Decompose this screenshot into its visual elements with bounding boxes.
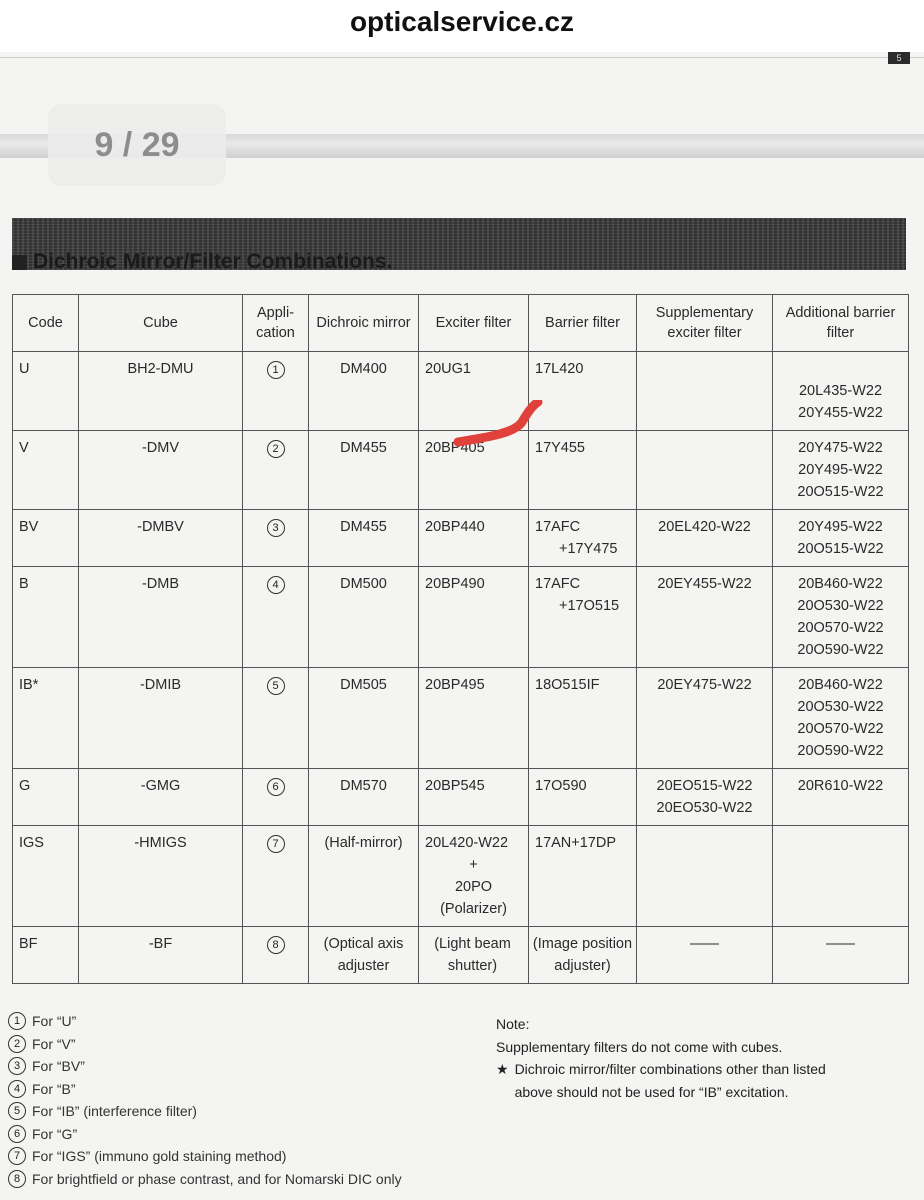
cell-exciter: 20UG1 <box>425 361 471 377</box>
cell-supplementary <box>637 431 773 510</box>
note-block <box>496 1013 906 1103</box>
cell-barrier: 17O590 <box>535 778 587 794</box>
cell-cube: -DMBV <box>79 510 243 567</box>
cell-supplementary <box>637 352 773 431</box>
cell-code: V <box>13 431 79 510</box>
cell-additional: 20O515-W22 <box>797 541 884 557</box>
circled-number: 4 <box>267 576 285 594</box>
cell-cube: -BF <box>79 927 243 984</box>
legend-item <box>8 1168 402 1191</box>
cell-additional: 20O590-W22 <box>797 743 884 759</box>
cell-supplementary: —— <box>690 936 719 952</box>
circled-number: 7 <box>267 835 285 853</box>
legend-text: For “IB” (interference filter) <box>32 1103 197 1119</box>
legend-text: For “B” <box>32 1080 76 1097</box>
circled-number: 1 <box>8 1012 26 1030</box>
cell-dichroic: (Half-mirror) <box>309 826 419 927</box>
cell-barrier: 17Y455 <box>535 440 585 456</box>
cell-additional: 20Y475-W22 <box>798 440 883 456</box>
site-header <box>0 0 924 52</box>
legend-item <box>8 1100 402 1123</box>
cell-code: B <box>13 567 79 668</box>
table-row <box>13 769 909 826</box>
cell-dichroic: DM455 <box>309 431 419 510</box>
circled-number: 6 <box>8 1125 26 1143</box>
cell-additional: 20Y495-W22 <box>798 519 883 535</box>
cell-additional: 20Y455-W22 <box>798 405 883 421</box>
top-rule <box>0 57 924 58</box>
footnote-legend <box>8 1010 402 1190</box>
cell-additional: 20Y495-W22 <box>798 462 883 478</box>
cell-code: BF <box>13 927 79 984</box>
legend-text: For “G” <box>32 1125 78 1142</box>
circled-number: 4 <box>8 1080 26 1098</box>
header-cube: Cube <box>79 295 243 352</box>
cell-exciter: shutter) <box>447 958 498 974</box>
circled-number: 5 <box>267 677 285 695</box>
cell-supplementary: 20EL420-W22 <box>658 519 751 535</box>
circled-number: 1 <box>267 361 285 379</box>
circled-number: 8 <box>267 936 285 954</box>
legend-item <box>8 1145 402 1168</box>
section-title-text: Dichroic Mirror/Filter Combinations. <box>33 250 393 273</box>
red-annotation-stroke <box>452 400 552 450</box>
cell-exciter: (Light beam <box>434 936 511 952</box>
circled-number: 3 <box>267 519 285 537</box>
header-dichroic-mirror: Dichroic mirror <box>309 295 419 352</box>
section-title <box>12 250 392 274</box>
legend-text: For brightfield or phase contrast, and for Nomarski DIC only <box>32 1170 402 1187</box>
header-application-line: Appli- <box>256 305 295 321</box>
legend-text: For “U” <box>32 1013 77 1029</box>
table-row <box>13 510 909 567</box>
cell-exciter: 20PO <box>454 879 493 895</box>
cell-cube: -GMG <box>79 769 243 826</box>
cell-additional: 20O570-W22 <box>797 721 884 737</box>
cell-exciter: 20BP495 <box>425 677 485 693</box>
cell-cube: BH2-DMU <box>79 352 243 431</box>
header-exciter-filter: Exciter filter <box>419 295 529 352</box>
cell-additional <box>779 358 902 380</box>
header-supplementary <box>637 295 773 352</box>
cell-barrier: 17AFC <box>535 519 581 535</box>
cell-dichroic: adjuster <box>337 958 390 974</box>
circled-number: 8 <box>8 1170 26 1188</box>
note-star-item <box>496 1058 906 1103</box>
cell-cube: -DMV <box>79 431 243 510</box>
cell-barrier: +17Y475 <box>559 541 618 557</box>
legend-text: For “IGS” (immuno gold staining method) <box>32 1148 287 1164</box>
cell-supplementary: 20EY455-W22 <box>657 576 752 592</box>
table-row <box>13 826 909 927</box>
legend-text: For “BV” <box>32 1058 85 1074</box>
cell-dichroic: DM505 <box>309 668 419 769</box>
cell-supplementary: 20EY475-W22 <box>657 677 752 693</box>
cell-code: IGS <box>13 826 79 927</box>
circled-number: 6 <box>267 778 285 796</box>
legend-item <box>8 1033 402 1056</box>
cell-dichroic: DM570 <box>309 769 419 826</box>
header-additional <box>773 295 909 352</box>
note-line: Supplementary filters do not come with cubes. <box>496 1038 783 1055</box>
circled-number: 3 <box>8 1057 26 1075</box>
cell-additional: 20O515-W22 <box>797 484 884 500</box>
cell-additional: 20O590-W22 <box>797 642 884 658</box>
cell-exciter: 20BP545 <box>425 778 485 794</box>
filter-combination-table <box>12 294 909 984</box>
cell-exciter: (Polarizer) <box>440 901 507 917</box>
legend-item <box>8 1123 402 1146</box>
cell-code: U <box>13 352 79 431</box>
header-supplementary-line: Supplementary <box>655 305 754 321</box>
page-number-tab: 5 <box>888 52 910 64</box>
cell-dichroic: DM400 <box>309 352 419 431</box>
cell-dichroic: (Optical axis <box>323 936 404 952</box>
star-icon: ★ <box>496 1061 509 1077</box>
cell-additional <box>773 826 909 927</box>
cell-cube: -DMIB <box>79 668 243 769</box>
legend-item <box>8 1055 402 1078</box>
black-square-icon <box>12 255 27 270</box>
legend-item <box>8 1078 402 1101</box>
table-header-row <box>13 295 909 352</box>
cell-code: BV <box>13 510 79 567</box>
circled-number: 2 <box>267 440 285 458</box>
header-application-line: cation <box>256 325 295 341</box>
cell-dichroic: DM455 <box>309 510 419 567</box>
page-indicator: 9 / 29 <box>48 104 226 186</box>
cell-exciter: 20BP490 <box>425 576 485 592</box>
note-line: above should not be used for “IB” excitation. <box>514 1083 789 1100</box>
cell-barrier: 17AFC <box>535 576 581 592</box>
site-title[interactable]: opticalservice.cz <box>349 6 575 37</box>
note-star-text <box>515 1058 826 1103</box>
cell-exciter: + <box>469 857 478 873</box>
cell-additional: 20O570-W22 <box>797 620 884 636</box>
cell-barrier: 18O515IF <box>535 677 600 693</box>
header-additional-line: Additional barrier <box>785 305 896 321</box>
cell-additional: 20L435-W22 <box>798 383 883 399</box>
cell-additional: 20O530-W22 <box>797 699 884 715</box>
cell-dichroic: DM500 <box>309 567 419 668</box>
cell-barrier: 17AN+17DP <box>535 835 617 851</box>
header-barrier-filter: Barrier filter <box>529 295 637 352</box>
cell-supplementary: 20EO530-W22 <box>656 800 753 816</box>
cell-additional: 20O530-W22 <box>797 598 884 614</box>
cell-code: IB* <box>13 668 79 769</box>
cell-exciter: 20BP440 <box>425 519 485 535</box>
cell-exciter: 20L420-W22 <box>425 835 509 851</box>
legend-text: For “V” <box>32 1035 76 1052</box>
cell-barrier: adjuster) <box>554 958 611 974</box>
legend-item <box>8 1010 402 1033</box>
cell-barrier: (Image position <box>532 936 633 952</box>
header-additional-line: filter <box>826 325 855 341</box>
cell-barrier: +17O515 <box>559 598 620 614</box>
note-title: Note: <box>496 1016 530 1032</box>
table-row <box>13 927 909 984</box>
cell-supplementary <box>637 826 773 927</box>
circled-number: 7 <box>8 1147 26 1165</box>
cell-additional: 20R610-W22 <box>797 778 884 794</box>
note-line: Dichroic mirror/filter combinations other than listed <box>514 1061 826 1077</box>
table-row <box>13 567 909 668</box>
cell-cube: -DMB <box>79 567 243 668</box>
header-supplementary-line: exciter filter <box>667 325 742 341</box>
cell-code: G <box>13 769 79 826</box>
cell-cube: -HMIGS <box>79 826 243 927</box>
table-row <box>13 668 909 769</box>
header-application <box>243 295 309 352</box>
circled-number: 2 <box>8 1035 26 1053</box>
cell-supplementary: 20EO515-W22 <box>656 778 753 794</box>
cell-additional: 20B460-W22 <box>798 677 883 693</box>
cell-exciter: 20BP405 <box>425 440 485 456</box>
cell-barrier: 17L420 <box>535 361 584 377</box>
header-code: Code <box>13 295 79 352</box>
circled-number: 5 <box>8 1102 26 1120</box>
cell-additional: —— <box>826 936 855 952</box>
cell-additional: 20B460-W22 <box>798 576 883 592</box>
